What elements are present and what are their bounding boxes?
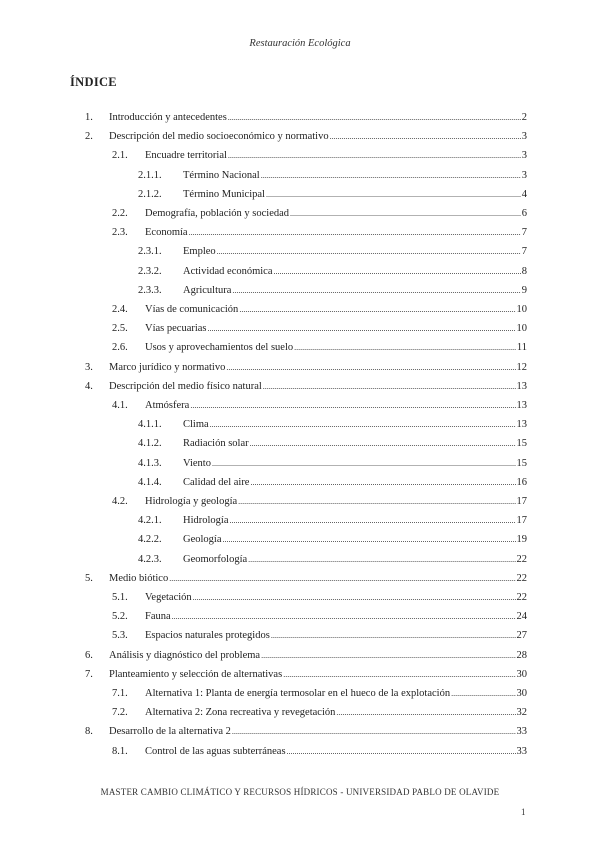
- toc-entry-number: 7.: [85, 668, 93, 680]
- toc-entry-title: Término Nacional: [183, 169, 260, 181]
- dot-leader: [223, 533, 516, 547]
- toc-entry-title: Actividad económica: [183, 265, 273, 277]
- toc-entry-page: 12: [516, 361, 527, 373]
- toc-entry[interactable]: [85, 380, 527, 394]
- page-number: 1: [521, 807, 526, 817]
- dot-leader: [232, 725, 516, 739]
- toc-entry[interactable]: [112, 149, 527, 163]
- toc-entry-number: 2.6.: [112, 342, 128, 354]
- toc-entry[interactable]: [85, 649, 527, 663]
- dot-leader: [250, 476, 515, 490]
- toc-entry-number: 4.1.3.: [138, 457, 162, 469]
- toc-entry-page: 22: [516, 553, 527, 565]
- dot-leader: [287, 745, 516, 759]
- toc-entry-title: Planteamiento y selección de alternativas: [109, 668, 283, 680]
- dot-leader: [239, 303, 515, 317]
- toc-entry-number: 4.2.: [112, 496, 128, 507]
- toc-entry-page: 27: [516, 630, 527, 642]
- toc-entry[interactable]: [112, 591, 527, 605]
- toc-entry-number: 2.4.: [112, 304, 128, 315]
- toc-entry-number: 4.2.2.: [138, 534, 162, 546]
- toc-entry-title: Economía: [145, 227, 188, 239]
- toc-entry[interactable]: [85, 572, 527, 586]
- toc-entry[interactable]: [112, 629, 527, 643]
- toc-entry-page: 13: [516, 380, 527, 392]
- toc-entry-number: 2.1.: [112, 150, 128, 162]
- toc-entry-title: Alternativa 1: Planta de energía termosolar en el hueco de la explotación: [145, 688, 451, 699]
- dot-leader: [271, 629, 516, 643]
- toc-entry-number: 4.1.: [112, 400, 128, 411]
- dot-leader: [212, 457, 516, 471]
- dot-leader: [217, 245, 521, 259]
- toc-entry-page: 28: [516, 649, 527, 661]
- toc-entry-title: Vías pecuarias: [145, 323, 207, 335]
- dot-leader: [230, 514, 516, 528]
- dot-leader: [228, 111, 521, 125]
- toc-entry-page: 8: [521, 265, 527, 277]
- toc-entry-title: Fauna: [145, 611, 171, 623]
- toc-entry-title: Usos y aprovechamientos del suelo: [145, 342, 294, 354]
- toc-title: ÍNDICE: [70, 75, 117, 89]
- toc-entry-page: 6: [521, 208, 527, 219]
- toc-entry-page: 16: [516, 476, 527, 488]
- dot-leader: [232, 284, 520, 298]
- toc-entry-page: 13: [516, 419, 527, 431]
- toc-entry[interactable]: [138, 457, 527, 471]
- toc-entry-number: 8.: [85, 726, 93, 738]
- toc-entry-page: 17: [516, 515, 527, 527]
- toc-entry-title: Geología: [183, 534, 222, 546]
- toc-entry-number: 2.2.: [112, 208, 128, 219]
- toc-entry[interactable]: [112, 226, 527, 240]
- toc-entry[interactable]: [112, 399, 527, 413]
- toc-entry-page: 30: [516, 668, 527, 680]
- toc-entry-title: Vías de comunicación: [145, 304, 239, 315]
- dot-leader: [261, 649, 515, 663]
- toc-entry-title: Término Municipal: [183, 188, 265, 200]
- toc-entry-title: Marco jurídico y normativo: [109, 361, 226, 373]
- toc-entry-page: 4: [521, 188, 527, 200]
- toc-entry-title: Análisis y diagnóstico del problema: [109, 649, 261, 661]
- dot-leader: [261, 169, 521, 183]
- toc-entry-title: Geomorfología: [183, 553, 248, 565]
- toc-entry-page: 15: [516, 438, 527, 450]
- toc-entry-number: 4.1.4.: [138, 476, 162, 488]
- toc-entry-number: 2.3.3.: [138, 284, 162, 296]
- toc-entry-title: Calidad del aire: [183, 476, 250, 488]
- toc-entry-number: 2.5.: [112, 323, 128, 335]
- toc-entry-number: 4.: [85, 380, 93, 392]
- toc-entry-number: 5.2.: [112, 611, 128, 623]
- toc-entry[interactable]: [112, 610, 527, 624]
- toc-entry-page: 7: [521, 227, 527, 239]
- toc-entry-title: Hidrología y geología: [145, 496, 238, 507]
- toc-entry-title: Viento: [183, 457, 211, 469]
- toc-entry-title: Demografía, población y sociedad: [145, 208, 290, 219]
- toc-entry[interactable]: [112, 687, 527, 701]
- toc-entry[interactable]: [112, 706, 527, 720]
- toc-entry[interactable]: [138, 437, 527, 451]
- toc-entry-page: 11: [516, 342, 527, 354]
- toc-entry-page: 33: [516, 745, 527, 757]
- dot-leader: [250, 437, 516, 451]
- toc-entry-page: 22: [516, 592, 527, 603]
- dot-leader: [266, 188, 521, 202]
- dot-leader: [190, 399, 515, 413]
- toc-entry[interactable]: [112, 303, 527, 317]
- dot-leader: [189, 226, 521, 240]
- dot-leader: [274, 265, 521, 279]
- toc-entry-title: Alternativa 2: Zona recreativa y revegetación: [145, 707, 336, 719]
- dot-leader: [330, 130, 521, 144]
- dot-leader: [283, 668, 515, 682]
- toc-entry-title: Espacios naturales protegidos: [145, 630, 270, 642]
- toc-entry-title: Medio biótico: [109, 572, 169, 584]
- toc-entry[interactable]: [138, 169, 527, 183]
- toc-entry[interactable]: [138, 514, 527, 528]
- dot-leader: [208, 322, 516, 336]
- toc-entry-page: 32: [516, 707, 527, 719]
- dot-leader: [248, 553, 515, 567]
- toc-entry-page: 15: [516, 457, 527, 469]
- dot-leader: [294, 341, 516, 355]
- dot-leader: [210, 418, 516, 432]
- toc-entry[interactable]: [112, 341, 527, 355]
- toc-entry-number: 2.3.1.: [138, 246, 162, 258]
- toc-entry-number: 4.1.1.: [138, 419, 162, 431]
- dot-leader: [172, 610, 516, 624]
- toc-entry[interactable]: [112, 207, 527, 221]
- toc-entry[interactable]: [112, 745, 527, 759]
- toc-entry-page: 7: [521, 246, 527, 258]
- toc-entry-page: 22: [516, 572, 527, 584]
- toc-entry-number: 5.3.: [112, 630, 128, 642]
- toc-entry-page: 2: [521, 112, 527, 123]
- toc-entry-number: 1.: [85, 112, 93, 123]
- toc-entry-title: Vegetación: [145, 592, 192, 603]
- toc-entry-title: Agricultura: [183, 284, 232, 296]
- toc-entry[interactable]: [138, 553, 527, 567]
- toc-entry[interactable]: [138, 265, 527, 279]
- toc-entry-title: Encuadre territorial: [145, 150, 227, 162]
- toc-entry-number: 2.: [85, 131, 93, 143]
- dot-leader: [169, 572, 515, 586]
- toc-entry-number: 7.1.: [112, 688, 128, 699]
- toc-entry[interactable]: [112, 322, 527, 336]
- toc-entry-number: 4.2.3.: [138, 553, 162, 565]
- running-header: Restauración Ecológica: [249, 38, 351, 49]
- toc-entry[interactable]: [138, 418, 527, 432]
- toc-entry-number: 2.3.: [112, 227, 128, 239]
- toc-entry-title: Empleo: [183, 246, 216, 258]
- toc-entry-title: Desarrollo de la alternativa 2: [109, 726, 231, 738]
- dot-leader: [263, 380, 516, 394]
- toc-entry[interactable]: [138, 284, 527, 298]
- toc-entry-title: Atmósfera: [145, 400, 190, 411]
- dot-leader: [451, 687, 515, 701]
- toc-entry[interactable]: [85, 111, 527, 125]
- dot-leader: [228, 149, 521, 163]
- toc-entry-number: 2.3.2.: [138, 265, 162, 277]
- toc-entry-title: Hidrología: [183, 515, 229, 527]
- dot-leader: [238, 495, 515, 509]
- toc-entry-page: 30: [516, 688, 527, 699]
- dot-leader: [226, 361, 515, 375]
- toc-entry[interactable]: [138, 533, 527, 547]
- dot-leader: [193, 591, 516, 605]
- toc-entry[interactable]: [85, 725, 527, 739]
- toc-entry-page: 33: [516, 726, 527, 738]
- toc-entry-number: 4.1.2.: [138, 438, 162, 450]
- toc-entry-page: 3: [521, 131, 527, 143]
- toc-entry-number: 4.2.1.: [138, 515, 162, 527]
- toc-entry[interactable]: [85, 130, 527, 144]
- toc-entry-page: 10: [516, 323, 527, 335]
- toc-entry-title: Introducción y antecedentes: [109, 112, 227, 123]
- toc-entry-title: Descripción del medio físico natural: [109, 380, 262, 392]
- toc-entry-number: 2.1.1.: [138, 169, 162, 181]
- toc-entry-title: Radiación solar: [183, 438, 249, 450]
- toc-entry[interactable]: [138, 245, 527, 259]
- toc-entry-page: 13: [516, 400, 527, 411]
- dot-leader: [336, 706, 515, 720]
- toc-entry-page: 17: [516, 496, 527, 507]
- page-footer: MASTER CAMBIO CLIMÁTICO Y RECURSOS HÍDRICOS - UNIVERSIDAD PABLO DE OLAVIDE: [100, 787, 500, 797]
- toc-entry[interactable]: [138, 476, 527, 490]
- toc-entry-number: 2.1.2.: [138, 188, 162, 200]
- dot-leader: [290, 207, 521, 221]
- toc-entry[interactable]: [112, 495, 527, 509]
- toc-entry-page: 10: [516, 304, 527, 315]
- toc-entry[interactable]: [138, 188, 527, 202]
- toc-entry-number: 3.: [85, 361, 93, 373]
- toc-entry-number: 5.1.: [112, 592, 128, 603]
- toc-entry-page: 3: [521, 150, 527, 162]
- toc-entry-number: 7.2.: [112, 707, 128, 719]
- toc-entry-number: 6.: [85, 649, 93, 661]
- toc-entry-title: Clima: [183, 419, 209, 431]
- toc-entry-page: 24: [516, 611, 527, 623]
- toc-entry-number: 8.1.: [112, 745, 128, 757]
- toc-entry[interactable]: [85, 668, 527, 682]
- toc-entry-number: 5.: [85, 572, 93, 584]
- toc-entry-page: 9: [521, 284, 527, 296]
- toc-entry-title: Descripción del medio socioeconómico y normativo: [109, 131, 329, 143]
- toc-entry[interactable]: [85, 361, 527, 375]
- toc-entry-page: 19: [516, 534, 527, 546]
- toc-entry-page: 3: [521, 169, 527, 181]
- toc-entry-title: Control de las aguas subterráneas: [145, 745, 286, 757]
